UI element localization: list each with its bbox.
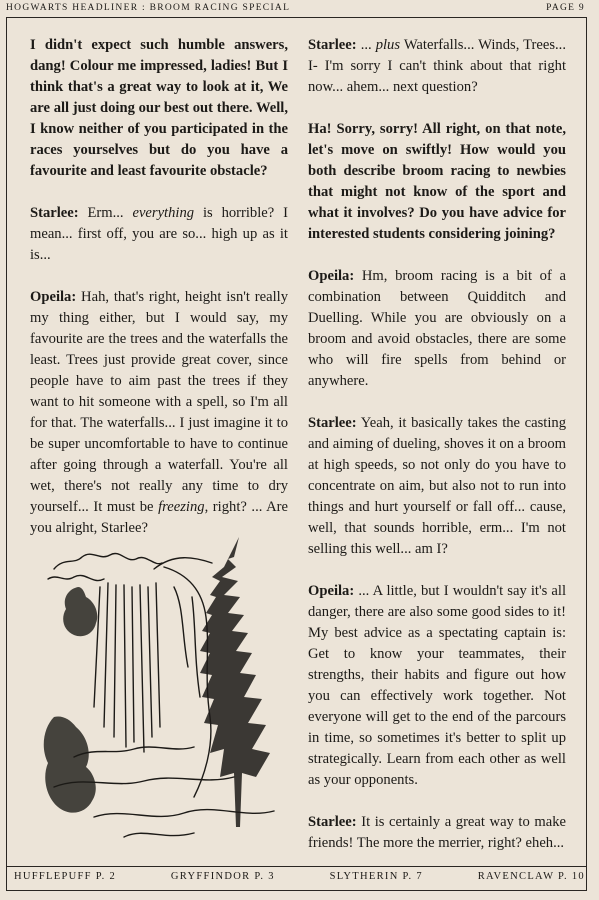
speaker-name: Opeila: xyxy=(30,289,77,305)
footer-link-slytherin: SLYTHERIN P. 7 xyxy=(329,871,423,882)
answer-text: , right? ... Are you alright, Starlee? xyxy=(30,499,288,536)
interview-answer xyxy=(308,266,566,392)
publication-title: HOGWARTS HEADLINER : BROOM RACING SPECIAL xyxy=(6,3,291,13)
answer-text: ... xyxy=(356,37,376,53)
interview-question: I didn't expect such humble answers, dang! Colour me impressed, ladies! But I think that's a great way to look at it, We are all just doing our best out there. Well, I know neither of you participated in the races yourselves but do you have a favourite and least favourite obstacle? xyxy=(30,37,288,179)
speaker-name: Starlee: xyxy=(308,814,357,830)
answer-text: It is certainly a great way to make friends! The more the merrier, right? eheh... xyxy=(308,814,566,851)
right-column xyxy=(308,35,566,875)
speaker-name: Starlee: xyxy=(30,205,79,221)
footer-divider xyxy=(6,866,587,867)
interview-answer xyxy=(30,203,288,266)
answer-emphasis: everything xyxy=(132,205,195,221)
interview-question: Ha! Sorry, sorry! All right, on that note, let's move on swiftly! How would you both describe broom racing to newbies that might not know of the sport and what it involves? Do you have advice for interested students considering joining? xyxy=(308,121,566,242)
answer-text: Waterfalls... Winds, Trees... I- I'm sorry I can't think about that right now... ahem... next question? xyxy=(308,37,566,95)
answer-emphasis: plus xyxy=(375,37,401,53)
footer-link-ravenclaw: RAVENCLAW P. 10 xyxy=(477,871,585,882)
interview-answer xyxy=(308,812,566,854)
speaker-name: Starlee: xyxy=(308,37,357,53)
answer-text: is horrible? I mean... first off, you are so... high up as it is... xyxy=(30,205,288,263)
left-column xyxy=(30,35,288,560)
waterfall-icon xyxy=(34,527,292,857)
interview-answer xyxy=(308,581,566,791)
footer-link-gryffindor: GRYFFINDOR P. 3 xyxy=(170,871,275,882)
interview-answer xyxy=(308,413,566,560)
answer-emphasis: freezing xyxy=(158,499,205,515)
answer-text: Hah, that's right, height isn't really my thing either, but I would say, my favourite are the trees and the waterfalls the least. Trees just provide great cover, since people have to aim past the trees if they want to hit someone with a spell, so I'm all for that. The waterfalls... I just imagine it to be super uncomfortable to have to continue after going through a waterfall. You're all wet, there's not really any time to dry yourself... It must be xyxy=(30,289,288,515)
page-header xyxy=(0,0,599,18)
speaker-name: Starlee: xyxy=(308,415,357,431)
answer-text: Erm... xyxy=(78,205,133,221)
answer-text: Hm, broom racing is a bit of a combination between Quidditch and Duelling. While you are obviously on a broom and avoid obstacles, there are some who will fire spells from behind or anywhere. xyxy=(308,268,566,389)
interview-answer xyxy=(308,35,566,98)
footer-house-index xyxy=(14,871,585,882)
speaker-name: Opeila: xyxy=(308,268,355,284)
answer-text: ... A little, but I wouldn't say it's all danger, there are also some good sides to it! My best advice as a spectating captain is: Get to know your teammates, their strengths, their habits and figure out how you can effectively work together. Not everyone will get to the end of the parcours in time, so sometimes it's better to split up strategically. Learn from each other as well as your opponents. xyxy=(308,583,566,788)
answer-text: Yeah, it basically takes the casting and aiming of dueling, shoves it on a broom at high speeds, so not only do you have to concentrate on aim, but also not to run into things and hurt yourself or fall off... cause, well, that sounds horrible, erm... I'm not selling this well... am I? xyxy=(308,415,566,557)
footer-link-hufflepuff: HUFFLEPUFF P. 2 xyxy=(14,871,117,882)
interview-answer xyxy=(30,287,288,539)
speaker-name: Opeila: xyxy=(308,583,355,599)
waterfall-illustration xyxy=(34,527,292,857)
page-number: PAGE 9 xyxy=(546,3,585,13)
